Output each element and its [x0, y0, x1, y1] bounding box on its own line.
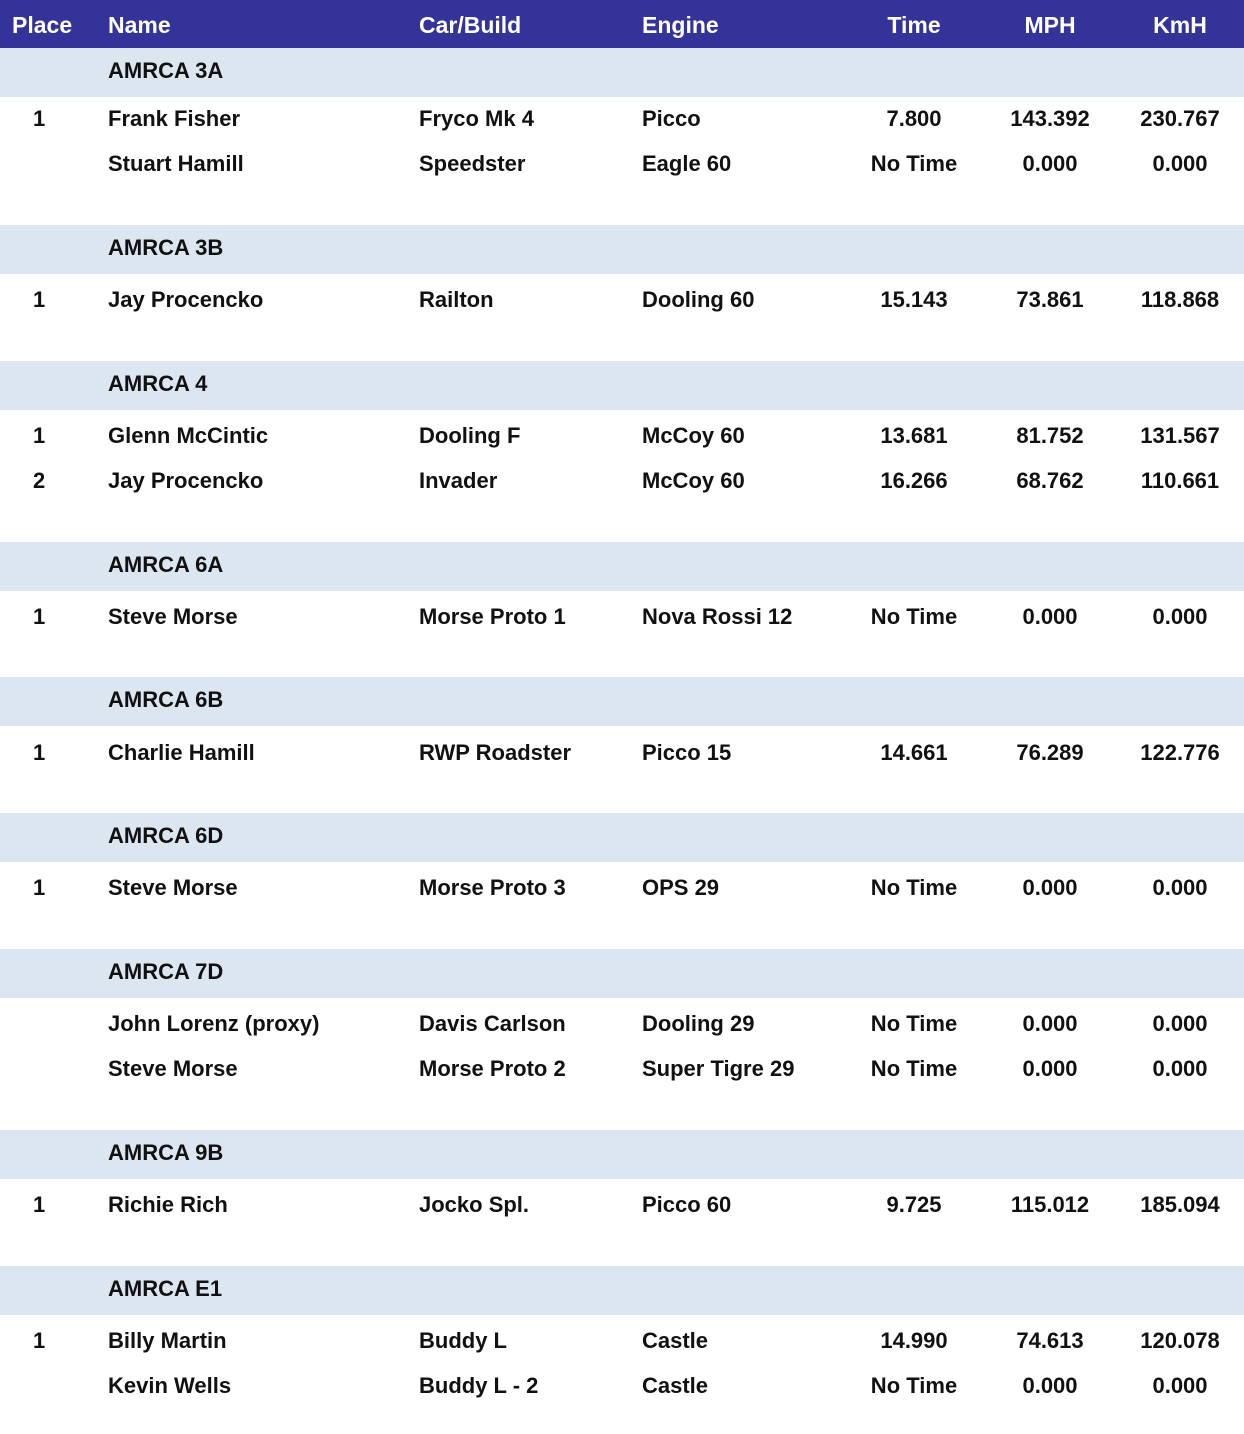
place-cell: 1 — [33, 106, 46, 131]
class-header-band — [0, 542, 1244, 591]
header-kmh: KmH — [1153, 12, 1207, 38]
mph-cell: 0.000 — [1022, 1011, 1078, 1036]
kmh-cell: 185.094 — [1140, 1192, 1220, 1217]
name-cell: John Lorenz (proxy) — [108, 1011, 320, 1036]
car-cell: Invader — [419, 468, 498, 493]
engine-cell: Castle — [642, 1373, 709, 1398]
header-time: Time — [887, 12, 941, 38]
table-row — [0, 866, 1244, 911]
mph-cell: 73.861 — [1016, 287, 1084, 312]
table-row — [0, 1047, 1244, 1092]
car-cell: Buddy L — [419, 1328, 507, 1353]
kmh-cell: 131.567 — [1140, 423, 1220, 448]
engine-cell: Nova Rossi 12 — [642, 604, 793, 629]
place-cell: 1 — [33, 604, 46, 629]
class-header-band — [0, 677, 1244, 726]
name-cell: Steve Morse — [108, 1056, 238, 1081]
kmh-cell: 230.767 — [1140, 106, 1220, 131]
engine-cell: Eagle 60 — [642, 151, 732, 176]
time-cell: 13.681 — [880, 423, 948, 448]
name-cell: Billy Martin — [108, 1328, 227, 1353]
engine-cell: Picco 15 — [642, 740, 732, 765]
kmh-cell: 0.000 — [1152, 151, 1208, 176]
mph-cell: 0.000 — [1022, 604, 1078, 629]
place-cell: 2 — [33, 468, 46, 493]
mph-cell: 81.752 — [1016, 423, 1084, 448]
car-cell: Speedster — [419, 151, 526, 176]
class-header-band — [0, 1130, 1244, 1179]
car-cell: Railton — [419, 287, 494, 312]
engine-cell: Dooling 60 — [642, 287, 755, 312]
mph-cell: 0.000 — [1022, 875, 1078, 900]
name-cell: Steve Morse — [108, 875, 238, 900]
name-cell: Jay Procencko — [108, 468, 264, 493]
mph-cell: 74.613 — [1016, 1328, 1084, 1353]
kmh-cell: 0.000 — [1152, 1056, 1208, 1081]
class-header-band — [0, 813, 1244, 862]
time-cell: No Time — [870, 151, 958, 176]
mph-cell: 76.289 — [1016, 740, 1084, 765]
kmh-cell: 0.000 — [1152, 875, 1208, 900]
class-title: AMRCA 3B — [108, 235, 224, 260]
class-header-band — [0, 949, 1244, 998]
table-row — [0, 414, 1244, 459]
class-title: AMRCA 6D — [108, 823, 224, 848]
name-cell: Charlie Hamill — [108, 740, 255, 765]
name-cell: Glenn McCintic — [108, 423, 269, 448]
mph-cell: 0.000 — [1022, 151, 1078, 176]
name-cell: Steve Morse — [108, 604, 238, 629]
place-cell: 1 — [33, 740, 46, 765]
table-row — [0, 731, 1244, 776]
name-cell: Jay Procencko — [108, 287, 264, 312]
table-row — [0, 1183, 1244, 1228]
class-title: AMRCA 6B — [108, 687, 224, 712]
table-row — [0, 459, 1244, 504]
table-row — [0, 1319, 1244, 1364]
time-cell: No Time — [870, 604, 958, 629]
car-cell: Davis Carlson — [419, 1011, 566, 1036]
kmh-cell: 0.000 — [1152, 1011, 1208, 1036]
engine-cell: McCoy 60 — [642, 468, 745, 493]
class-header-band — [0, 48, 1244, 97]
car-cell: Morse Proto 2 — [419, 1056, 566, 1081]
table-row — [0, 97, 1244, 142]
table-row — [0, 142, 1244, 187]
name-cell: Frank Fisher — [108, 106, 241, 131]
place-cell: 1 — [33, 423, 46, 448]
table-row — [0, 595, 1244, 640]
time-cell: 14.661 — [880, 740, 948, 765]
table-row — [0, 1364, 1244, 1409]
car-cell: Morse Proto 3 — [419, 875, 566, 900]
engine-cell: Super Tigre 29 — [642, 1056, 795, 1081]
time-cell: 15.143 — [880, 287, 948, 312]
car-cell: RWP Roadster — [419, 740, 572, 765]
car-cell: Buddy L - 2 — [419, 1373, 539, 1398]
place-cell: 1 — [33, 1328, 46, 1353]
time-cell: 14.990 — [880, 1328, 948, 1353]
place-cell: 1 — [33, 287, 46, 312]
class-title: AMRCA 7D — [108, 959, 224, 984]
time-cell: No Time — [870, 875, 958, 900]
name-cell: Kevin Wells — [108, 1373, 232, 1398]
engine-cell: Picco — [642, 106, 701, 131]
class-title: AMRCA 4 — [108, 371, 208, 396]
header-place: Place — [12, 12, 73, 38]
engine-cell: Picco 60 — [642, 1192, 732, 1217]
time-cell: No Time — [870, 1011, 958, 1036]
header-mph: MPH — [1024, 12, 1076, 38]
car-cell: Fryco Mk 4 — [419, 106, 534, 131]
class-title: AMRCA 9B — [108, 1140, 224, 1165]
car-cell: Morse Proto 1 — [419, 604, 566, 629]
header-name: Name — [108, 12, 171, 38]
mph-cell: 0.000 — [1022, 1373, 1078, 1398]
time-cell: 16.266 — [880, 468, 948, 493]
mph-cell: 143.392 — [1010, 106, 1090, 131]
kmh-cell: 0.000 — [1152, 604, 1208, 629]
class-header-band — [0, 1266, 1244, 1315]
name-cell: Richie Rich — [108, 1192, 228, 1217]
mph-cell: 68.762 — [1016, 468, 1084, 493]
table-row — [0, 1002, 1244, 1047]
class-header-band — [0, 225, 1244, 274]
header-car-build: Car/Build — [419, 12, 522, 38]
time-cell: 9.725 — [886, 1192, 942, 1217]
table-row — [0, 278, 1244, 323]
engine-cell: OPS 29 — [642, 875, 720, 900]
results-table-header — [0, 0, 1244, 50]
class-title: AMRCA 6A — [108, 552, 224, 577]
class-title: AMRCA 3A — [108, 58, 224, 83]
engine-cell: Castle — [642, 1328, 709, 1353]
kmh-cell: 120.078 — [1140, 1328, 1220, 1353]
kmh-cell: 110.661 — [1140, 468, 1220, 493]
name-cell: Stuart Hamill — [108, 151, 244, 176]
engine-cell: Dooling 29 — [642, 1011, 755, 1036]
place-cell: 1 — [33, 875, 46, 900]
time-cell: 7.800 — [886, 106, 942, 131]
mph-cell: 115.012 — [1010, 1192, 1090, 1217]
kmh-cell: 122.776 — [1140, 740, 1220, 765]
car-cell: Jocko Spl. — [419, 1192, 530, 1217]
class-title: AMRCA E1 — [108, 1276, 223, 1301]
car-cell: Dooling F — [419, 423, 521, 448]
time-cell: No Time — [870, 1373, 958, 1398]
kmh-cell: 118.868 — [1140, 287, 1220, 312]
header-engine: Engine — [642, 12, 719, 38]
place-cell: 1 — [33, 1192, 46, 1217]
engine-cell: McCoy 60 — [642, 423, 745, 448]
kmh-cell: 0.000 — [1152, 1373, 1208, 1398]
class-header-band — [0, 361, 1244, 410]
time-cell: No Time — [870, 1056, 958, 1081]
mph-cell: 0.000 — [1022, 1056, 1078, 1081]
